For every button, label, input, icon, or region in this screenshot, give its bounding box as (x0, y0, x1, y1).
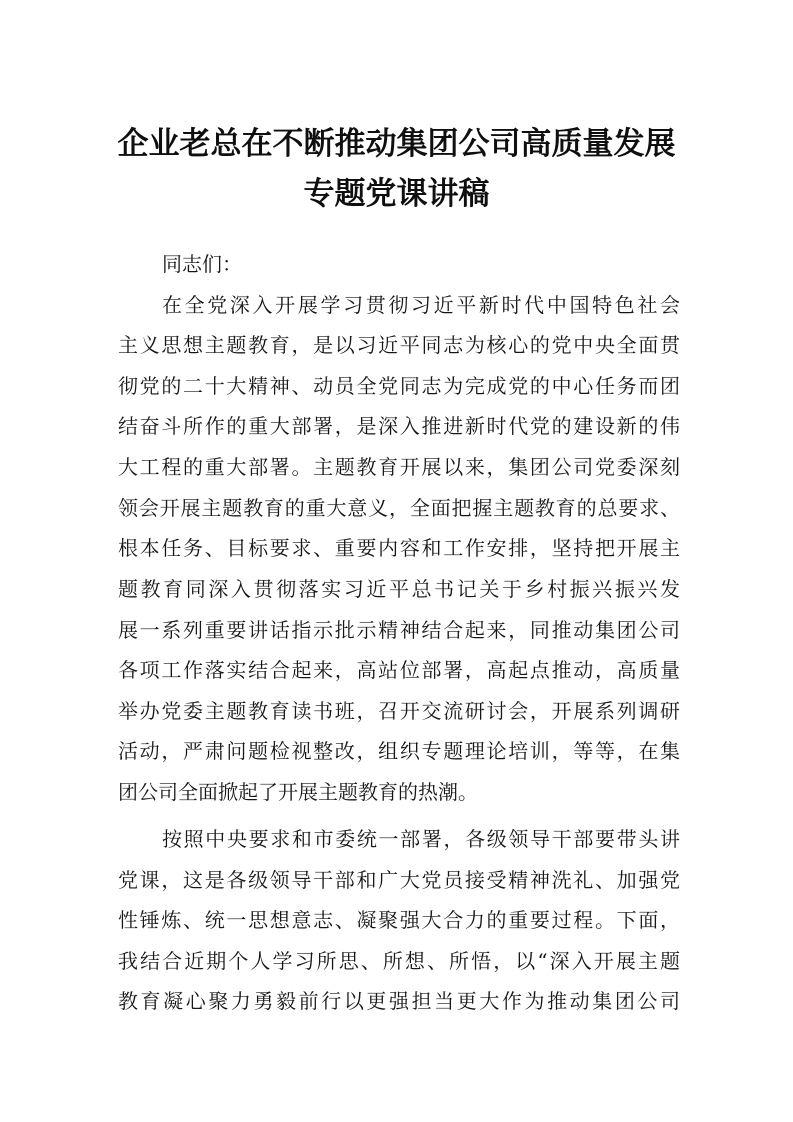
paragraph-line: 在全党深入开展学习贯彻习近平新时代中国特色社会 (162, 293, 680, 317)
paragraph-line: 主义思想主题教育，是以习近平同志为核心的党中央全面贯 (118, 333, 680, 357)
paragraph-line: 团公司全面掀起了开展主题教育的热潮。 (118, 780, 478, 804)
paragraph-line: 我结合近期个人学习所思、所想、所悟，以“深入开展主题 (118, 949, 680, 973)
document-title-line-2: 专题党课讲稿 (303, 176, 490, 212)
paragraph-line: 按照中央要求和市委统一部署，各级领导干部要带头讲 (162, 827, 680, 851)
greeting: 同志们： (162, 252, 242, 276)
document-title-line-1: 企业老总在不断推动集团公司高质量发展 (117, 126, 676, 162)
paragraph-line: 题教育同深入贯彻落实习近平总书记关于乡村振兴振兴发 (118, 577, 680, 601)
paragraph-line: 大工程的重大部署。主题教育开展以来，集团公司党委深刻 (118, 455, 680, 479)
paragraph-line: 领会开展主题教育的重大意义，全面把握主题教育的总要求、 (118, 496, 680, 520)
paragraph-line: 彻党的二十大精神、动员全党同志为完成党的中心任务而团 (118, 374, 680, 398)
paragraph-line: 活动，严肃问题检视整改，组织专题理论培训，等等，在集 (118, 739, 680, 763)
paragraph-line: 根本任务、目标要求、重要内容和工作安排，坚持把开展主 (118, 536, 680, 560)
paragraph-line: 教育凝心聚力勇毅前行以更强担当更大作为推动集团公司 (118, 989, 680, 1013)
paragraph-line: 性锤炼、统一思想意志、凝聚强大合力的重要过程。下面， (118, 908, 680, 932)
paragraph-line: 举办党委主题教育读书班，召开交流研讨会，开展系列调研 (118, 699, 680, 723)
paragraph-line: 党课，这是各级领导干部和广大党员接受精神洗礼、加强党 (118, 868, 680, 892)
paragraph-line: 结奋斗所作的重大部署，是深入推进新时代党的建设新的伟 (118, 414, 680, 438)
paragraph-line: 各项工作落实结合起来，高站位部署，高起点推动，高质量 (118, 658, 680, 682)
paragraph-line: 展一系列重要讲话指示批示精神结合起来，同推动集团公司 (118, 618, 680, 642)
